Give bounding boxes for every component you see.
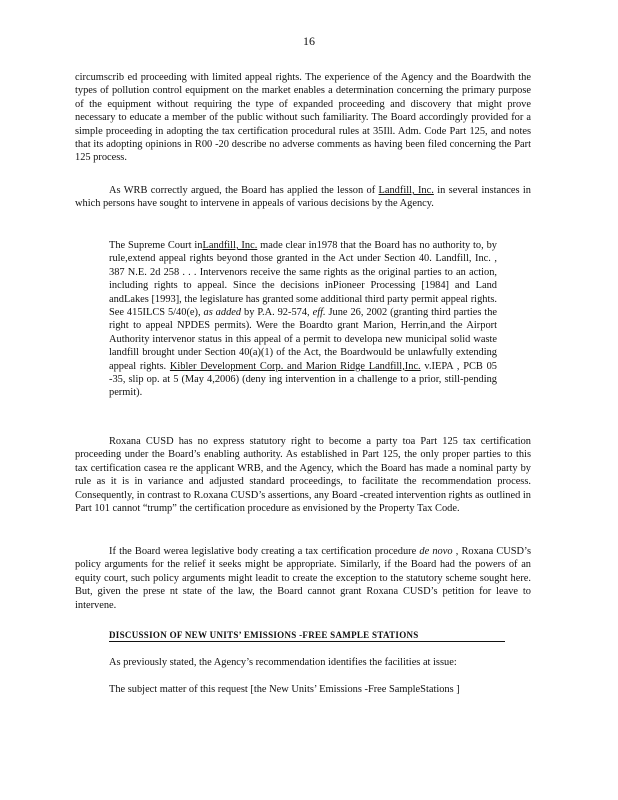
quote-text: The Supreme Court in [109,240,203,251]
paragraph-text: in several instances in which persons have sought to intervene in appeals of various decisions by the Agency. [75,185,531,210]
paragraph-text: As WRB correctly argued, the Board has applied the lesson of [109,185,379,196]
case-citation: Landfill, Inc. [202,240,258,251]
citation-note: eff. [312,307,326,319]
block-quote [109,239,497,400]
paragraph-wrb-argument [75,184,531,211]
section-heading: DISCUSSION OF NEW UNITS’ EMISSIONS -FREE SAMPLE STATIONS [109,630,505,642]
page-number: 16 [303,34,315,48]
paragraph-proceeding: circumscrib ed proceeding with limited appeal rights. The experience of the Agency and the Boardwith the types of pollution control equipment on the market enables a determination concerning the primary purpose of the equipment without requiring the type of expanded proceeding and discovery that might prove necessary to educate a member of the public without such familiarity. The Board accordingly provided for a simple proceeding in adopting the tax certification procedural rules at 35Ill. Adm. Code Part 125, and notes that its adopting opinions in R00 -20 describe no adverse comments as having been filed concerning the Part 125 process. [75,72,531,164]
case-citation: Landfill, Inc. [378,185,434,196]
quote-text: v.IEPA , PCB 05 -35, slip op. at 5 (May 4,2006) (deny ing intervention in a challenge to a prior, still-pending permit). [109,360,497,399]
paragraph-roxana-rights: Roxana CUSD has no express statutory right to become a party toa Part 125 tax certification proceeding under the Board’s enabling authority. As established in Part 125, the only proper parties to this tax certification casea re the applicant WRB, and the Agency, which the Board has made a nominal party by rule as it is in variance and adjusted standard proceedings, to facilitate the recommendation process. Consequently, in contrast to R.oxana CUSD’s assertions, any Board -created intervention rights as outlined in Part 101 cannot “trump” the certification procedure as envisioned by the Property Tax Code. [75,436,531,515]
paragraph-text: If the Board werea legislative body creating a tax certification procedure [109,546,420,557]
paragraph-subject-matter: The subject matter of this request [the New Units’ Emissions -Free SampleStations ] [109,684,460,695]
paragraph-text: , Roxana CUSD’s policy arguments for the relief it seeks might be appropriate. Similarly, if the Board had the powers of an equity court, such policy arguments might leadit to create the exception to the statutory scheme sought here. But, given the prese nt state of the law, the Board cannot grant Roxana CUSD’s petition for leave to intervene. [75,546,531,611]
quote-text: June 26, 2002 (granting third parties the right to appeal NPDES permits). Were the Boardto grant Marion, Herrin,and the Airport Authority intervenor status in this appeal of a permit to developa new municipal solid waste landfill brought under Section 40(a)(1) of the Act, the Boardwould be unlawfully extending appeal rights. [109,307,497,372]
quote-text: made clear in1978 that the Board has no authority to, by rule,extend appeal rights beyond those granted in the Act under Section 40. Landfill, Inc. , 387 N.E. 2d 258 . . . Intervenors receive the same rights as the original parties to an action, including rights to appeal. Since the decisions inPioneer Processing [1984] and Land andLakes [1993], the legislature has granted some additional third party permit appeal rights. See 415ILCS 5/40(e), [109,240,497,319]
latin-term: de novo [419,546,453,557]
citation-note: as added [203,307,242,319]
quote-text: by P.A. 92-574, [241,307,313,319]
case-citation: Kibler Development Corp. and Marion Ridge Landfill,Inc. [169,360,421,372]
paragraph-policy-arguments [75,545,531,612]
paragraph-agency-recommendation: As previously stated, the Agency’s recommendation identifies the facilities at issue: [109,657,457,668]
